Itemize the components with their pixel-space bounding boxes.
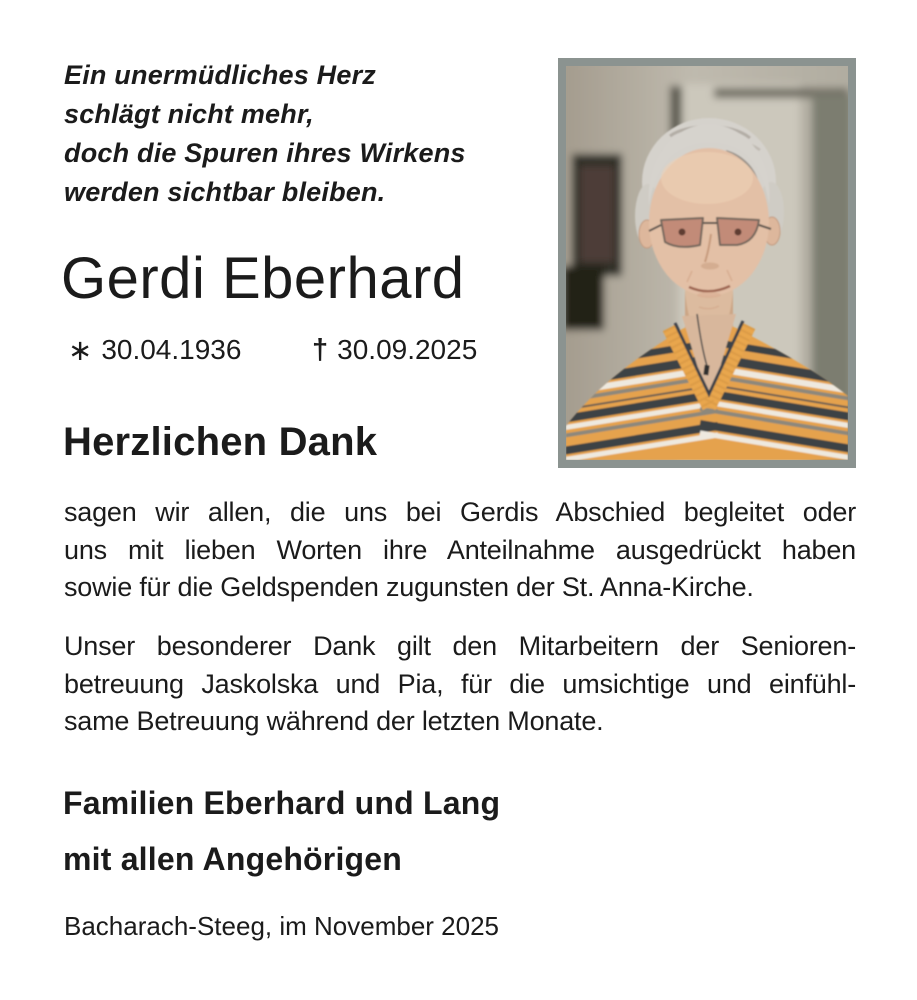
eye-right xyxy=(735,229,742,236)
signature-line: Familien Eberhard und Lang xyxy=(63,785,501,821)
verse-line: schlägt nicht mehr, xyxy=(64,99,314,129)
paragraph-line: sagen wir allen, die uns bei Gerdis Abschied begleitet oder xyxy=(64,497,856,527)
place-dateline: Bacharach-Steeg, im November 2025 xyxy=(64,911,500,941)
paragraph-line: sowie für die Geldspenden zugunsten der St. Anna-Kirche. xyxy=(64,572,754,602)
thanks-heading: Herzlichen Dank xyxy=(63,420,378,464)
verse-line: Ein unermüdliches Herz xyxy=(64,60,376,90)
portrait-photo xyxy=(558,58,856,468)
eye-left xyxy=(679,229,686,236)
paragraph-line: same Betreuung während der letzten Monate. xyxy=(64,706,604,736)
portrait-illustration xyxy=(566,66,848,460)
thanks-paragraph-1 xyxy=(64,494,856,607)
birth-date-value: 30.04.1936 xyxy=(101,334,242,365)
death-date xyxy=(312,333,477,367)
paragraph-line: Unser besonderer Dank gilt den Mitarbeitern der Senioren- xyxy=(64,631,856,661)
deceased-name: Gerdi Eberhard xyxy=(61,246,465,311)
birth-date xyxy=(68,333,312,367)
paragraph-line: uns mit lieben Worten ihre Anteilnahme ausgedrückt haben xyxy=(64,534,856,565)
thanks-paragraph-2 xyxy=(64,628,856,741)
death-date-value: 30.09.2025 xyxy=(337,334,478,365)
paragraph-line: betreuung Jaskolska und Pia, für die umsichtige und einfühl- xyxy=(64,668,856,699)
verse-line: werden sichtbar bleiben. xyxy=(64,177,386,207)
born-star-icon: ∗ xyxy=(68,335,93,367)
verse-line: doch die Spuren ihres Wirkens xyxy=(64,138,466,168)
life-dates xyxy=(68,333,477,367)
family-signature xyxy=(63,775,500,887)
signature-line: mit allen Angehörigen xyxy=(63,841,403,877)
memorial-verse xyxy=(64,56,466,212)
died-cross-icon: † xyxy=(312,334,329,366)
